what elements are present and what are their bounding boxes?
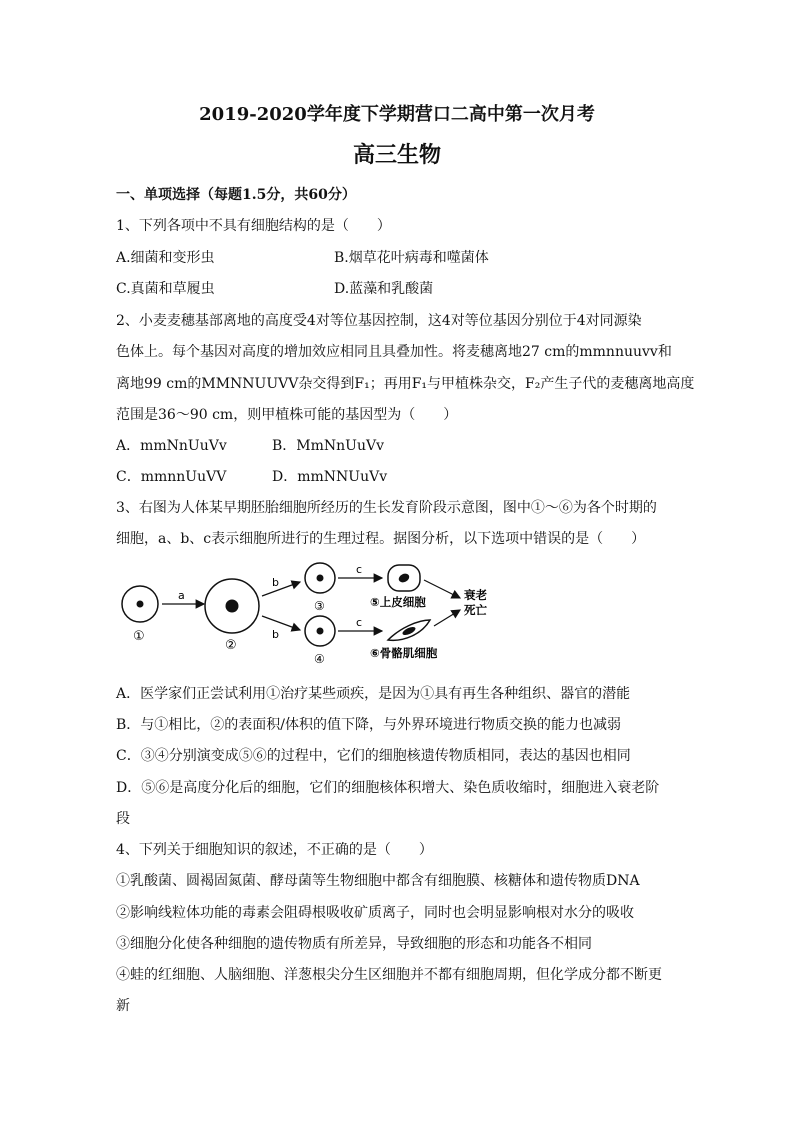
- arrow-to-senescence-upper: [424, 580, 460, 598]
- exam-subject: 高三生物: [352, 142, 441, 168]
- question-4-statement-1: ①乳酸菌、圆褐固氮菌、酵母菌等生物细胞中都含有细胞膜、核糖体和遗传物质DNA: [116, 873, 640, 889]
- exam-title: 2019-2020学年度下学期营口二高中第一次月考: [199, 104, 595, 125]
- cell-4: [305, 616, 335, 646]
- question-4-statement-3: ③细胞分化使各种细胞的遗传物质有所差异，导致细胞的形态和功能各不相同: [116, 936, 592, 952]
- question-2-line-2: 色体上。每个基因对高度的增加效应相同且具叠加性。将麦穗离地27 cm的mmnnuuvv和: [116, 344, 672, 360]
- arrow-b-lower: [262, 616, 300, 630]
- cell-5-epithelial: [388, 565, 420, 591]
- cell-3-label: ③: [314, 599, 325, 613]
- question-1-option-a: A.细菌和变形虫: [116, 250, 215, 266]
- senescence-label: 衰老: [464, 588, 487, 602]
- question-3-line-2: 细胞，a、b、c表示细胞所进行的生理过程。据图分析，以下选项中错误的是（ ）: [116, 531, 646, 547]
- process-a-label: a: [178, 589, 185, 602]
- cell-1: [122, 586, 158, 622]
- process-b-upper-label: b: [272, 576, 279, 589]
- question-3-option-b: B．与①相比，②的表面积/体积的值下降，与外界环境进行物质交换的能力也减弱: [116, 717, 622, 733]
- question-4-statement-2: ②影响线粒体功能的毒素会阻碍根吸收矿质离子，同时也会明显影响根对水分的吸收: [116, 905, 634, 921]
- question-3-option-a: A．医学家们正尝试利用①治疗某些顽疾，是因为①具有再生各种组织、器官的潜能: [116, 686, 631, 702]
- question-3-option-c: C．③④分别演变成⑤⑥的过程中，它们的细胞核遗传物质相同，表达的基因也相同: [116, 748, 631, 764]
- question-4-statement-4-line-2: 新: [116, 998, 130, 1014]
- question-2-line-3: 离地99 cm的MMNNUUVV杂交得到F₁；再用F₁与甲植株杂交，F₂产生子代的麦穗离地高度: [116, 376, 695, 392]
- question-2-option-b: B．MmNnUuVv: [272, 438, 384, 454]
- question-4-statement-4-line-1: ④蛙的红细胞、人脑细胞、洋葱根尖分生区细胞并不都有细胞周期，但化学成分都不断更: [116, 967, 662, 983]
- question-3-option-d-line-2: 段: [116, 811, 130, 827]
- cell-3: [305, 563, 335, 593]
- arrow-to-senescence-lower: [434, 610, 460, 626]
- question-1-option-b: B.烟草花叶病毒和噬菌体: [334, 250, 489, 266]
- question-2-option-c: C．mmnnUuVV: [116, 469, 227, 485]
- cell-2: [205, 579, 259, 633]
- question-2-line-4: 范围是36～90 cm，则甲植株可能的基因型为（ ）: [116, 407, 458, 423]
- cell-development-diagram: [112, 556, 512, 668]
- cell-4-label: ④: [314, 652, 325, 666]
- question-4-stem: 4、下列关于细胞知识的叙述，不正确的是（ ）: [116, 842, 433, 858]
- question-1-option-d: D.蓝藻和乳酸菌: [334, 281, 434, 297]
- process-c-lower-label: c: [356, 616, 363, 629]
- question-2-option-a: A．mmNnUuVv: [116, 438, 227, 454]
- question-1-stem: 1、下列各项中不具有细胞结构的是（ ）: [116, 218, 391, 234]
- cell-6-skeletal-muscle: [388, 620, 430, 640]
- process-b-lower-label: b: [272, 628, 279, 641]
- question-2-option-d: D．mmNNUuVv: [272, 469, 388, 485]
- cell-6-label: ⑥骨骼肌细胞: [370, 646, 438, 660]
- question-2-line-1: 2、小麦麦穗基部离地的高度受4对等位基因控制，这4对等位基因分别位于4对同源染: [116, 313, 642, 329]
- question-1-option-c: C.真菌和草履虫: [116, 281, 215, 297]
- question-3-option-d-line-1: D．⑤⑥是高度分化后的细胞，它们的细胞核体积增大、染色质收缩时，细胞进入衰老阶: [116, 780, 660, 796]
- death-label: 死亡: [464, 603, 487, 617]
- process-c-upper-label: c: [356, 563, 363, 576]
- arrow-b-upper: [262, 582, 300, 596]
- cell-5-label: ⑤上皮细胞: [370, 595, 426, 609]
- cell-1-label: ①: [133, 629, 145, 644]
- question-3-line-1: 3、右图为人体某早期胚胎细胞所经历的生长发育阶段示意图，图中①～⑥为各个时期的: [116, 500, 657, 516]
- cell-2-label: ②: [225, 638, 237, 653]
- section-heading: 一、单项选择（每题1.5分，共60分）: [116, 187, 356, 203]
